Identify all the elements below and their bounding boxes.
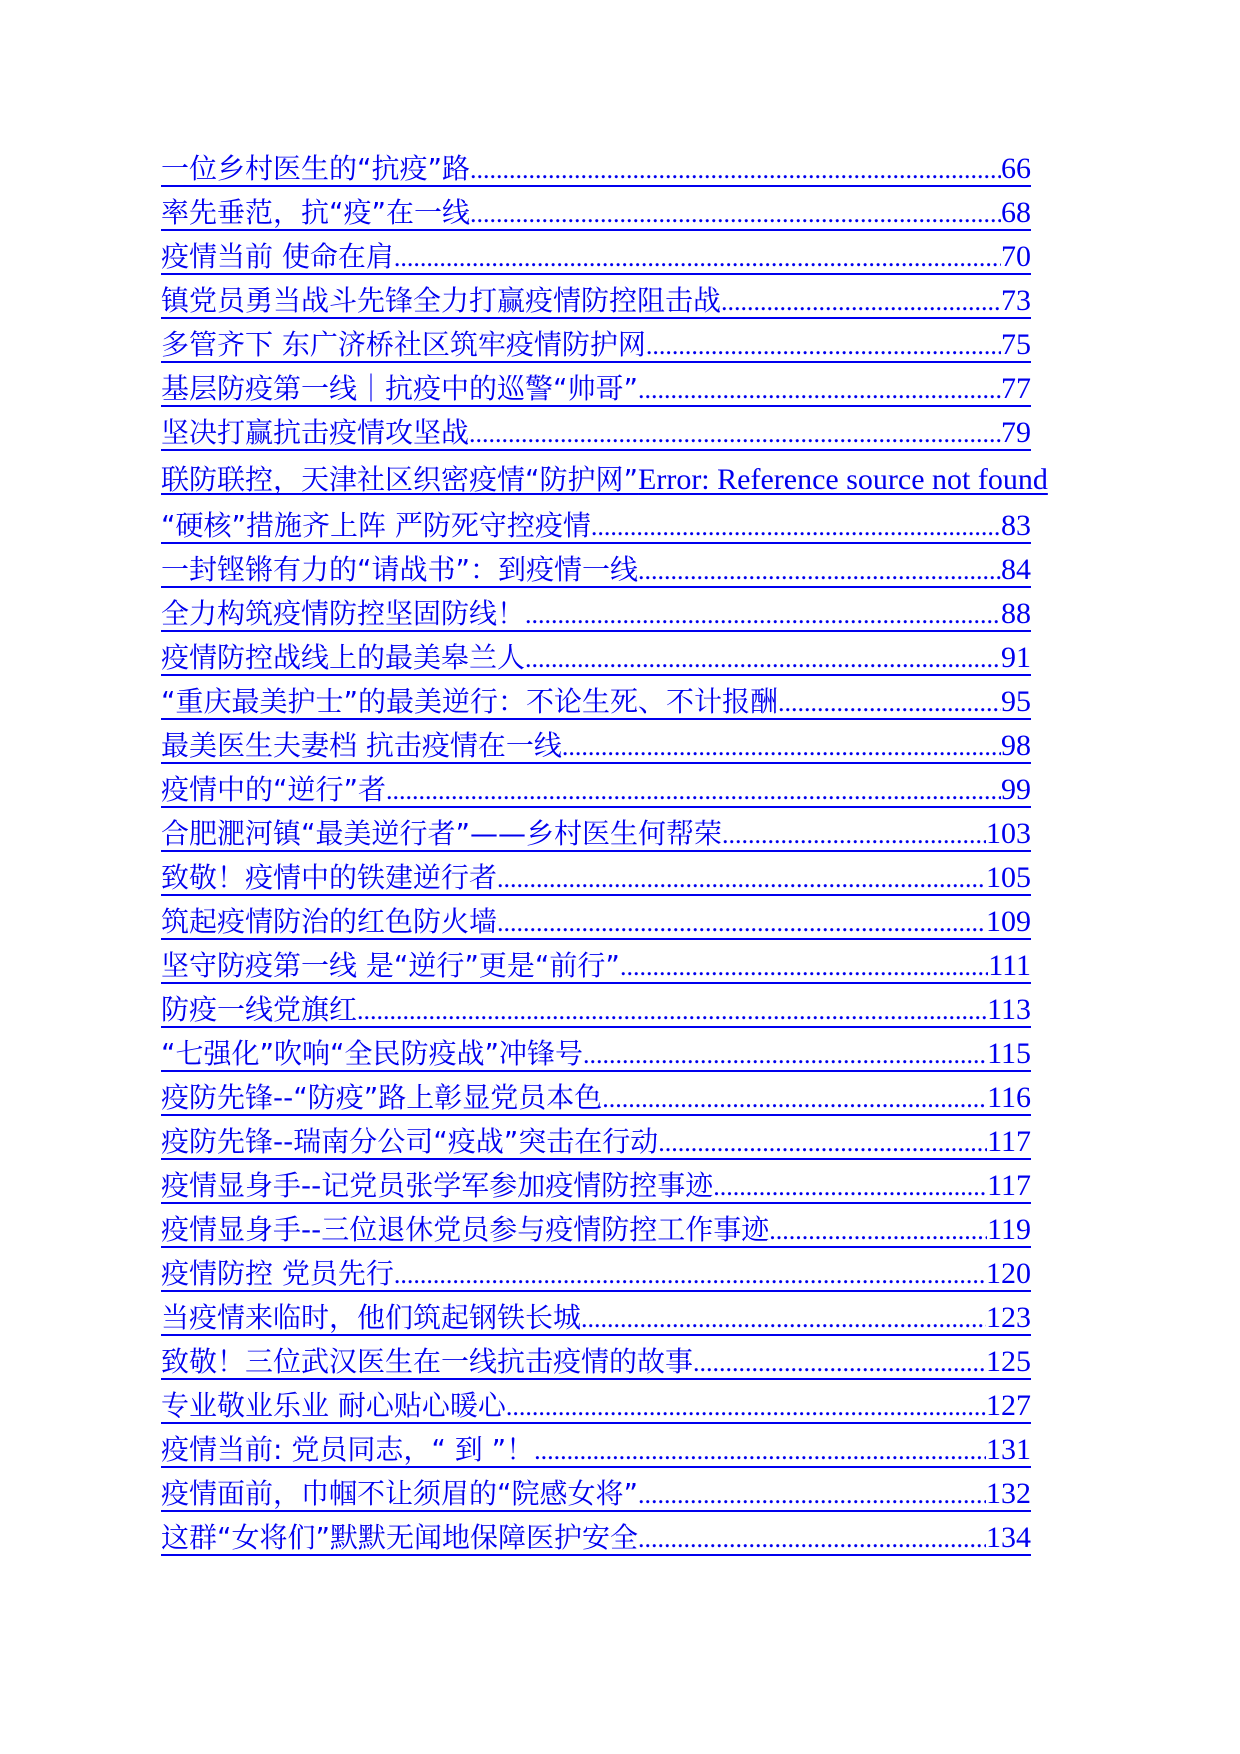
dot-leader bbox=[497, 906, 986, 938]
toc-entry-title: 合肥淝河镇“最美逆行者”——乡村医生何帮荣 bbox=[161, 817, 723, 850]
dot-leader bbox=[386, 774, 1001, 806]
toc-entry-title: 率先垂范，抗“疫”在一线 bbox=[161, 196, 471, 229]
toc-entry[interactable] bbox=[161, 553, 1031, 588]
dot-leader bbox=[620, 950, 988, 982]
toc-entry-title: 致敬！疫情中的铁建逆行者 bbox=[161, 861, 498, 894]
toc-entry[interactable] bbox=[161, 1521, 1031, 1556]
dot-leader bbox=[394, 241, 1001, 273]
toc-entry-title: 镇党员勇当战斗先锋全力打赢疫情防控阻击战 bbox=[161, 284, 722, 317]
dot-leader bbox=[394, 1258, 986, 1290]
toc-entry-title: 疫情显身手--三位退休党员参与疫情防控工作事迹 bbox=[161, 1213, 770, 1246]
toc-entry-title: 筑起疫情防治的红色防火墙 bbox=[161, 905, 498, 938]
dot-leader bbox=[638, 554, 1001, 586]
toc-entry-page: 115 bbox=[987, 1037, 1031, 1070]
toc-entry-page: 91 bbox=[1001, 641, 1031, 674]
dot-leader bbox=[357, 994, 987, 1026]
toc-entry-page: 113 bbox=[987, 993, 1031, 1026]
toc-entry-page: 120 bbox=[986, 1257, 1031, 1290]
toc-entry[interactable] bbox=[161, 685, 1031, 720]
toc-entry-title: 多管齐下 东广济桥社区筑牢疫情防护网 bbox=[161, 328, 646, 361]
toc-entry-title: 全力构筑疫情防控坚固防线！ bbox=[161, 597, 526, 630]
toc-entry-page: 134 bbox=[986, 1521, 1031, 1554]
toc-entry-page: 103 bbox=[986, 817, 1031, 850]
toc-entry-page: 66 bbox=[1001, 152, 1031, 185]
toc-entry-title: “硬核”措施齐上阵 严防死守控疫情 bbox=[161, 509, 591, 542]
toc-entry-title: 致敬！三位武汉医生在一线抗击疫情的故事 bbox=[161, 1345, 694, 1378]
toc-entry-title: 专业敬业乐业 耐心贴心暖心 bbox=[161, 1389, 506, 1422]
dot-leader bbox=[525, 642, 1001, 674]
toc-entry-title: 疫情显身手--记党员张学军参加疫情防控事迹 bbox=[161, 1169, 714, 1202]
dot-leader bbox=[658, 1126, 987, 1158]
toc-entry[interactable] bbox=[161, 817, 1031, 852]
dot-leader bbox=[525, 598, 1001, 630]
toc-entry[interactable] bbox=[161, 284, 1031, 319]
toc-entry-title: 当疫情来临时，他们筑起钢铁长城 bbox=[161, 1301, 582, 1334]
toc-entry[interactable] bbox=[161, 597, 1031, 632]
dot-leader bbox=[638, 373, 1001, 405]
toc-entry-broken-reference[interactable] bbox=[161, 460, 1121, 500]
table-of-contents bbox=[161, 152, 1048, 1565]
toc-entry[interactable] bbox=[161, 152, 1031, 187]
dot-leader bbox=[638, 1522, 986, 1554]
toc-entry[interactable] bbox=[161, 196, 1031, 231]
toc-entry-page: 111 bbox=[988, 949, 1031, 982]
dot-leader bbox=[506, 1390, 986, 1422]
toc-entry-page: 125 bbox=[986, 1345, 1031, 1378]
toc-entry-page: 84 bbox=[1001, 553, 1031, 586]
toc-entry-page: 70 bbox=[1001, 240, 1031, 273]
toc-entry-title: 疫防先锋--瑞南分公司“疫战”突击在行动 bbox=[161, 1125, 659, 1158]
dot-leader bbox=[646, 329, 1001, 361]
dot-leader bbox=[581, 1302, 986, 1334]
toc-entry-page: 123 bbox=[986, 1301, 1031, 1334]
toc-entry-title: 坚守防疫第一线 是“逆行”更是“前行” bbox=[161, 949, 620, 982]
toc-entry[interactable] bbox=[161, 1169, 1031, 1204]
toc-entry[interactable] bbox=[161, 905, 1031, 940]
dot-leader bbox=[693, 1346, 986, 1378]
dot-leader bbox=[562, 730, 1001, 762]
toc-entry[interactable] bbox=[161, 1037, 1031, 1072]
toc-entry-title: 联防联控，天津社区织密疫情“防护网” bbox=[161, 463, 639, 496]
toc-entry-page: 127 bbox=[986, 1389, 1031, 1422]
toc-entry-page: 99 bbox=[1001, 773, 1031, 806]
toc-entry-page: 117 bbox=[987, 1125, 1031, 1158]
toc-entry[interactable] bbox=[161, 1081, 1031, 1116]
toc-entry-title: “重庆最美护士”的最美逆行：不论生死、不计报酬 bbox=[161, 685, 779, 718]
toc-entry[interactable] bbox=[161, 641, 1031, 676]
dot-leader bbox=[583, 1038, 987, 1070]
toc-entry-title: “七强化”吹响“全民防疫战”冲锋号 bbox=[161, 1037, 584, 1070]
toc-entry-title: 基层防疫第一线｜抗疫中的巡警“帅哥” bbox=[161, 372, 639, 405]
toc-entry[interactable] bbox=[161, 372, 1031, 407]
toc-entry[interactable] bbox=[161, 1433, 1031, 1468]
toc-entry-title: 疫情防控 党员先行 bbox=[161, 1257, 394, 1290]
toc-entry-title: 防疫一线党旗红 bbox=[161, 993, 358, 1026]
toc-entry[interactable] bbox=[161, 773, 1031, 808]
dot-leader bbox=[769, 1214, 987, 1246]
toc-entry-page: 117 bbox=[987, 1169, 1031, 1202]
toc-entry[interactable] bbox=[161, 1477, 1031, 1512]
toc-entry[interactable] bbox=[161, 729, 1031, 764]
toc-entry-title: 疫情面前，巾帼不让须眉的“院感女将” bbox=[161, 1477, 639, 1510]
toc-entry-title: 疫情当前 使命在肩 bbox=[161, 240, 394, 273]
toc-entry[interactable] bbox=[161, 1213, 1031, 1248]
toc-entry[interactable] bbox=[161, 993, 1031, 1028]
dot-leader bbox=[638, 1478, 986, 1510]
toc-entry-page: 73 bbox=[1001, 284, 1031, 317]
toc-entry-page: 105 bbox=[986, 861, 1031, 894]
toc-entry-page: 77 bbox=[1001, 372, 1031, 405]
toc-entry-title: 一封铿锵有力的“请战书”：到疫情一线 bbox=[161, 553, 639, 586]
toc-entry[interactable] bbox=[161, 1301, 1031, 1336]
dot-leader bbox=[470, 153, 1001, 185]
dot-leader bbox=[591, 510, 1001, 542]
toc-entry-page: 88 bbox=[1001, 597, 1031, 630]
toc-entry-page: 131 bbox=[986, 1433, 1031, 1466]
toc-entry[interactable] bbox=[161, 1389, 1031, 1424]
toc-entry-title: 一位乡村医生的“抗疫”路 bbox=[161, 152, 471, 185]
toc-entry[interactable] bbox=[161, 861, 1031, 896]
dot-leader bbox=[534, 1434, 986, 1466]
toc-entry[interactable] bbox=[161, 509, 1031, 544]
toc-entry-title: 坚决打赢抗击疫情攻坚战 bbox=[161, 416, 470, 449]
toc-entry[interactable] bbox=[161, 416, 1031, 451]
dot-leader bbox=[497, 862, 986, 894]
dot-leader bbox=[713, 1170, 987, 1202]
toc-entry-page: 116 bbox=[987, 1081, 1031, 1114]
toc-entry-page: 119 bbox=[987, 1213, 1031, 1246]
toc-entry-page: 95 bbox=[1001, 685, 1031, 718]
dot-leader bbox=[469, 417, 1001, 449]
toc-entry[interactable] bbox=[161, 1345, 1031, 1380]
reference-error-text: Error: Reference source not found bbox=[638, 463, 1048, 496]
toc-entry-page: 75 bbox=[1001, 328, 1031, 361]
dot-leader bbox=[721, 285, 1001, 317]
dot-leader bbox=[602, 1082, 987, 1114]
toc-entry[interactable] bbox=[161, 328, 1031, 363]
toc-entry-page: 98 bbox=[1001, 729, 1031, 762]
toc-entry-page: 68 bbox=[1001, 196, 1031, 229]
toc-entry-title: 这群“女将们”默默无闻地保障医护安全 bbox=[161, 1521, 639, 1554]
toc-entry-title: 最美医生夫妻档 抗击疫情在一线 bbox=[161, 729, 562, 762]
toc-entry-title: 疫情中的“逆行”者 bbox=[161, 773, 387, 806]
toc-entry-title: 疫情当前: 党员同志，“ 到 ”！ bbox=[161, 1433, 535, 1466]
toc-entry[interactable] bbox=[161, 949, 1031, 984]
toc-entry-title: 疫防先锋--“防疫”路上彰显党员本色 bbox=[161, 1081, 603, 1114]
toc-entry[interactable] bbox=[161, 1125, 1031, 1160]
toc-entry[interactable] bbox=[161, 1257, 1031, 1292]
dot-leader bbox=[722, 818, 986, 850]
toc-entry-page: 132 bbox=[986, 1477, 1031, 1510]
dot-leader bbox=[778, 686, 1001, 718]
toc-entry[interactable] bbox=[161, 240, 1031, 275]
toc-entry-page: 109 bbox=[986, 905, 1031, 938]
toc-entry-page: 79 bbox=[1001, 416, 1031, 449]
toc-entry-page: 83 bbox=[1001, 509, 1031, 542]
dot-leader bbox=[470, 197, 1001, 229]
toc-entry-title: 疫情防控战线上的最美皋兰人 bbox=[161, 641, 526, 674]
